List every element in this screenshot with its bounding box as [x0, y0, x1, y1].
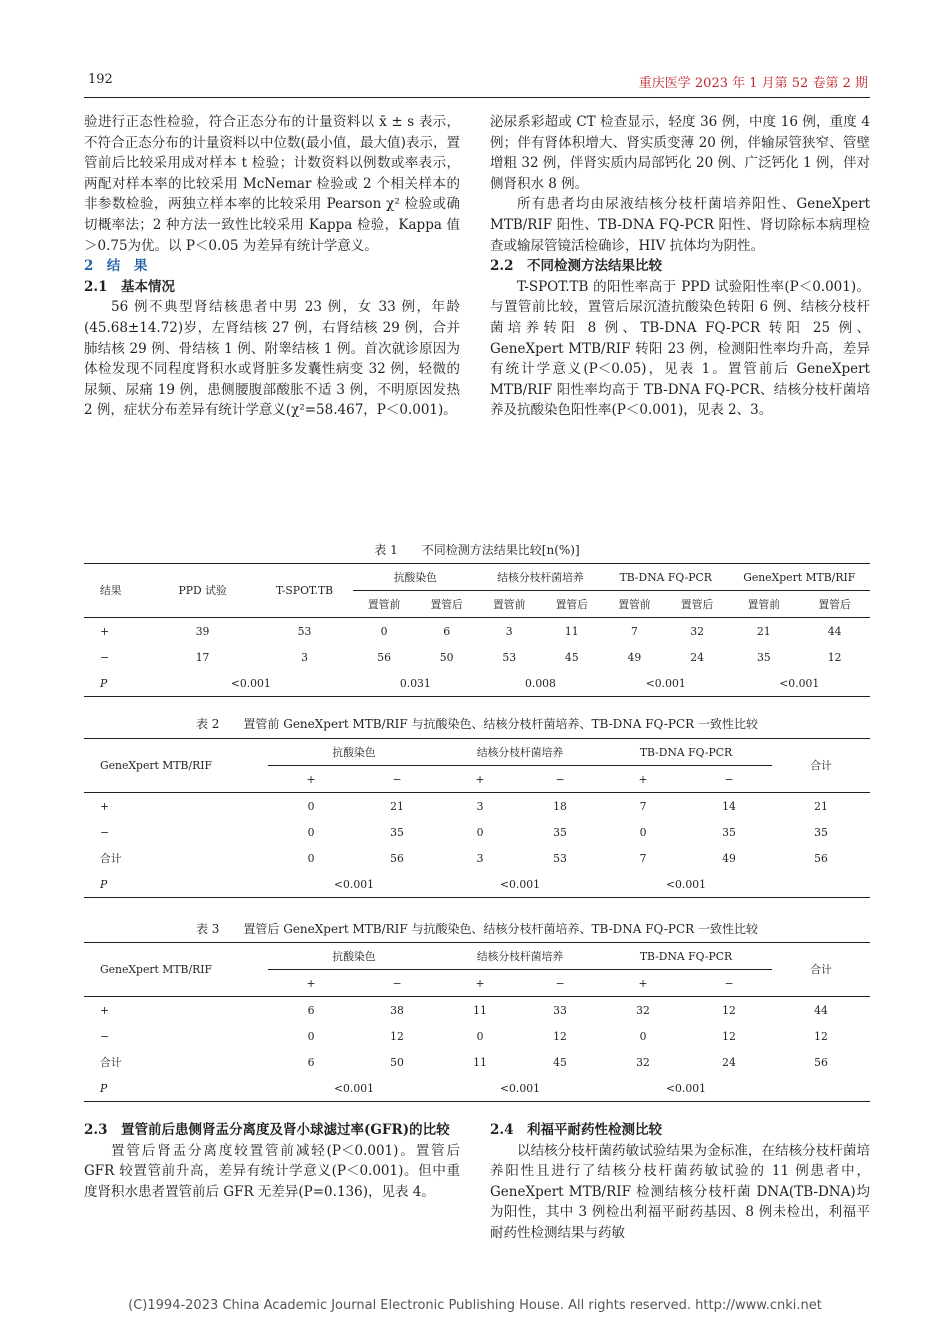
t2-sub-minus: −: [392, 772, 402, 786]
t1-header-tspot: T-SPOT.TB: [256, 564, 353, 618]
t2-header-total: 合计: [772, 739, 870, 793]
table-cell: 38: [390, 1003, 404, 1017]
table2: [84, 738, 870, 898]
table-row: [84, 644, 870, 670]
table-cell: 18: [553, 799, 567, 813]
table-cell: 0: [639, 1029, 647, 1043]
table-cell: 32: [636, 1003, 650, 1017]
table-row-p: [84, 1075, 870, 1102]
t1-sub-after: 置管后: [818, 597, 851, 611]
t3-sub-minus: −: [392, 976, 402, 990]
t1-p-value: 0.031: [399, 676, 431, 690]
table-cell: 45: [564, 650, 579, 664]
table-cell: 6: [307, 1003, 315, 1017]
t1-group-culture: 结核分枝杆菌培养: [478, 564, 603, 591]
diagnosis-paragraph: 所有患者均由尿液结核分枝杆菌培养阳性、GeneXpert MTB/RIF 阳性、TB-DNA FQ-PCR 阳性、肾切除标本病理检查或输尿管镜活检确诊，HIV 抗体均为阴性。: [490, 196, 870, 254]
t3-p-value: <0.001: [666, 1081, 706, 1095]
t1-sub-before: 置管前: [367, 597, 401, 611]
t1-p-value: <0.001: [779, 676, 820, 690]
table-cell: 0: [307, 1029, 315, 1043]
right-column-bottom: [490, 1120, 870, 1244]
table-cell: 50: [390, 1055, 404, 1069]
table-cell: 0: [476, 1029, 484, 1043]
table-cell: 35: [722, 825, 736, 839]
t2-p-value: <0.001: [666, 877, 706, 891]
t1-p-value: <0.001: [645, 676, 686, 690]
table-cell: 56: [814, 851, 828, 865]
table-cell: −: [100, 650, 110, 664]
t1-p-label: P: [100, 676, 108, 690]
t2-p-value: <0.001: [500, 877, 540, 891]
table-cell: +: [100, 1003, 110, 1017]
table1: [84, 563, 870, 697]
table-cell: 24: [722, 1055, 736, 1069]
section-heading-results: 2 结 果: [84, 258, 148, 275]
table-row: [84, 819, 870, 845]
table3: [84, 942, 870, 1102]
table-cell: +: [100, 624, 110, 638]
t1-group-genexpert: GeneXpert MTB/RIF: [728, 564, 870, 591]
subsection-heading-2-3: 2.3 置管前后患侧肾盂分离度及肾小球滤过率(GFR)的比较: [84, 1122, 450, 1138]
table-cell: 11: [564, 624, 579, 638]
table-cell: 49: [722, 851, 736, 865]
table-cell: 32: [636, 1055, 650, 1069]
table-cell: 12: [722, 1003, 736, 1017]
t2-sub-plus: +: [638, 772, 648, 786]
methods-paragraph: 验进行正态性检验，符合正态分布的计量资料以 x̄ ± s 表示，不符合正态分布的计量资料以中位数(最小值，最大值)表示，置管前后比较采用成对样本 t 检验；计数资料以例数或率表示，两配对样本率的比较采用 McNemar 检验或 2 个相关样本的非参数检验，两独立样本率的比较采用 Pearson χ² 检验或确切概率法；2 种方法一致性比较采用 Kappa 检验，Kappa 值＞0.75为优。以 P＜0.05 为差异有统计学意义。: [84, 114, 460, 254]
t1-sub-after: 置管后: [430, 597, 463, 611]
subsection-2-1-text: 56 例不典型肾结核患者中男 23 例，女 33 例，年龄(45.68±14.72)岁，左肾结核 27 例，右肾结核 29 例，合并肺结核 29 例、骨结核 1 例、附睾结核 1 例。首次就诊原因为体检发现不同程度肾积水或肾脏多发囊性病变 32 例，轻微的尿频、尿痛 19 例，患侧腰腹部酸胀不适 3 例，不明原因发热 2 例，症状分布差异有统计学意义(χ²=58.467，P＜0.001)。: [84, 299, 460, 419]
t1-group-acid-fast: 抗酸染色: [353, 564, 478, 591]
table-cell: 21: [756, 624, 771, 638]
t2-sub-plus: +: [475, 772, 485, 786]
table-cell: 24: [690, 650, 704, 664]
table-cell: 56: [390, 851, 404, 865]
t1-p-value: <0.001: [230, 676, 271, 690]
table-cell: 39: [195, 624, 210, 638]
table-cell: 7: [639, 799, 647, 813]
table-cell: 3: [301, 650, 308, 664]
table-cell: 12: [390, 1029, 404, 1043]
table-cell: 合计: [100, 1055, 122, 1069]
table-row: [84, 1049, 870, 1075]
left-column-top: [84, 112, 460, 421]
table-cell: 0: [380, 624, 388, 638]
table-cell: 33: [553, 1003, 567, 1017]
table-cell: 35: [756, 650, 771, 664]
table-cell: 0: [307, 851, 315, 865]
table-cell: 44: [814, 1003, 828, 1017]
t1-sub-before: 置管前: [618, 597, 651, 611]
t3-group-tbdna: TB-DNA FQ-PCR: [600, 943, 772, 970]
table-cell: 12: [722, 1029, 736, 1043]
table-cell: 11: [473, 1003, 487, 1017]
table-cell: 6: [443, 624, 451, 638]
table-cell: 7: [639, 851, 647, 865]
imaging-paragraph: 泌尿系彩超或 CT 检查显示，轻度 36 例，中度 16 例，重度 4 例；伴有肾体积增大、肾实质变薄 20 例，伴输尿管狭窄、管壁增粗 32 例，伴肾实质内局部钙化 20 例、广泛钙化 1 例，伴对侧肾积水 8 例。: [490, 114, 870, 192]
table-cell: 12: [814, 1029, 828, 1043]
t1-sub-before: 置管前: [493, 597, 526, 611]
table2-caption: 表 2 置管前 GeneXpert MTB/RIF 与抗酸染色、结核分枝杆菌培养、TB-DNA FQ-PCR 一致性比较: [195, 717, 759, 731]
table-row-p: [84, 871, 870, 898]
table-cell: 0: [476, 825, 484, 839]
table-cell: 14: [722, 799, 736, 813]
table-cell: 12: [553, 1029, 567, 1043]
t2-sub-minus: −: [724, 772, 734, 786]
t1-group-tbdna: TB-DNA FQ-PCR: [603, 564, 728, 591]
subsection-2-4-text: 以结核分枝杆菌药敏试验结果为金标准，在结核分枝杆菌培养阳性且进行了结核分枝杆菌药敏试验的 11 例患者中，GeneXpert MTB/RIF 检测结核分枝杆菌 DNA(TB-DNA)均为阳性，其中 3 例检出利福平耐药基因、8 例未检出，利福平耐药性检测结果与药敏: [490, 1142, 870, 1241]
table-cell: 0: [307, 799, 315, 813]
table3-caption: 表 3 置管后 GeneXpert MTB/RIF 与抗酸染色、结核分枝杆菌培养、TB-DNA FQ-PCR 一致性比较: [195, 922, 759, 936]
t2-p-value: <0.001: [334, 877, 374, 891]
table-cell: 35: [814, 825, 828, 839]
table-cell: 0: [307, 825, 315, 839]
right-column-top: [490, 112, 870, 421]
t1-sub-after: 置管后: [555, 597, 588, 611]
t2-sub-minus: −: [555, 772, 565, 786]
table-cell: 53: [502, 650, 517, 664]
subsection-heading-2-4: 2.4 利福平耐药性检测比较: [490, 1122, 662, 1138]
t3-sub-minus: −: [555, 976, 565, 990]
t1-sub-after: 置管后: [680, 597, 714, 611]
table-cell: 17: [195, 650, 210, 664]
t3-sub-plus: +: [638, 976, 648, 990]
table-row-p: [84, 670, 870, 697]
t1-sub-before: 置管前: [747, 597, 781, 611]
table-cell: 53: [553, 851, 567, 865]
t2-header-genexpert: GeneXpert MTB/RIF: [84, 739, 268, 793]
t2-p-label: P: [100, 877, 108, 891]
t3-p-value: <0.001: [334, 1081, 374, 1095]
table-cell: 合计: [100, 851, 122, 865]
t1-header-result: 结果: [84, 564, 149, 618]
t2-group-culture: 结核分枝杆菌培养: [440, 739, 600, 766]
table-row: [84, 1023, 870, 1049]
table-cell: 44: [827, 624, 842, 638]
t2-group-tbdna: TB-DNA FQ-PCR: [600, 739, 772, 766]
table-cell: 56: [377, 650, 391, 664]
t2-sub-plus: +: [306, 772, 316, 786]
table-cell: 50: [439, 650, 454, 664]
table-row: [84, 845, 870, 871]
table-cell: −: [100, 1029, 110, 1043]
table-cell: 35: [553, 825, 567, 839]
table-cell: −: [100, 825, 110, 839]
subsection-heading-2-1: 2.1 基本情况: [84, 278, 175, 295]
t2-group-acid-fast: 抗酸染色: [268, 739, 440, 766]
t3-sub-plus: +: [475, 976, 485, 990]
t3-group-culture: 结核分枝杆菌培养: [440, 943, 600, 970]
table-cell: 6: [307, 1055, 315, 1069]
left-column-bottom: [84, 1120, 460, 1202]
table-cell: 21: [814, 799, 828, 813]
table-cell: 56: [814, 1055, 828, 1069]
table-cell: 3: [505, 624, 513, 638]
table-cell: 21: [390, 799, 404, 813]
table-cell: 11: [473, 1055, 487, 1069]
subsection-2-3-text: 置管后肾盂分离度较置管前减轻(P＜0.001)。置管后 GFR 较置管前升高，差异有统计学意义(P＜0.001)。但中重度肾积水患者置管前后 GFR 无差异(P=0.136)，见表 4。: [84, 1142, 460, 1200]
journal-info: 重庆医学 2023 年 1 月第 52 卷第 2 期: [638, 76, 868, 91]
table-cell: 3: [476, 851, 484, 865]
table-cell: 3: [476, 799, 484, 813]
subsection-heading-2-2: 2.2 不同检测方法结果比较: [490, 258, 662, 275]
t3-sub-plus: +: [306, 976, 316, 990]
t3-header-genexpert: GeneXpert MTB/RIF: [84, 943, 268, 997]
t3-sub-minus: −: [724, 976, 734, 990]
table-cell: 35: [390, 825, 404, 839]
table-cell: 0: [639, 825, 647, 839]
table-row: [84, 618, 870, 645]
header-rule: [84, 97, 870, 98]
table1-caption: 表 1 不同检测方法结果比较[n(%)]: [374, 543, 580, 557]
t3-header-total: 合计: [772, 943, 870, 997]
table-cell: +: [100, 799, 110, 813]
table-cell: 32: [690, 624, 704, 638]
table-cell: 45: [553, 1055, 567, 1069]
table-cell: 49: [627, 650, 642, 664]
page-number: 192: [88, 72, 113, 87]
t3-p-value: <0.001: [500, 1081, 540, 1095]
t3-group-acid-fast: 抗酸染色: [268, 943, 440, 970]
t1-p-value: 0.008: [525, 676, 556, 690]
copyright-footer: (C)1994-2023 China Academic Journal Electronic Publishing House. All rights reserved. http://www.cnki.net: [128, 1298, 822, 1313]
table-cell: 12: [827, 650, 842, 664]
table-row: [84, 793, 870, 820]
table-row: [84, 997, 870, 1024]
t1-header-ppd: PPD 试验: [149, 564, 256, 618]
table-cell: 53: [297, 624, 312, 638]
t3-p-label: P: [100, 1081, 108, 1095]
subsection-2-2-text: T-SPOT.TB 的阳性率高于 PPD 试验阳性率(P＜0.001)。与置管前比较，置管后尿沉渣抗酸染色转阳 6 例、结核分枝杆菌培养转阳 8 例、TB-DNA FQ-PCR 转阳 25 例、GeneXpert MTB/RIF 转阳 23 例，检测阳性率均升高，差异有统计学意义(P＜0.05)，见表 1。置管前后 GeneXpert MTB/RIF 阳性率均高于 TB-DNA FQ-PCR、结核分枝杆菌培养及抗酸染色阳性率(P＜0.001)，见表 2、3。: [490, 278, 870, 419]
table-cell: 7: [630, 624, 638, 638]
